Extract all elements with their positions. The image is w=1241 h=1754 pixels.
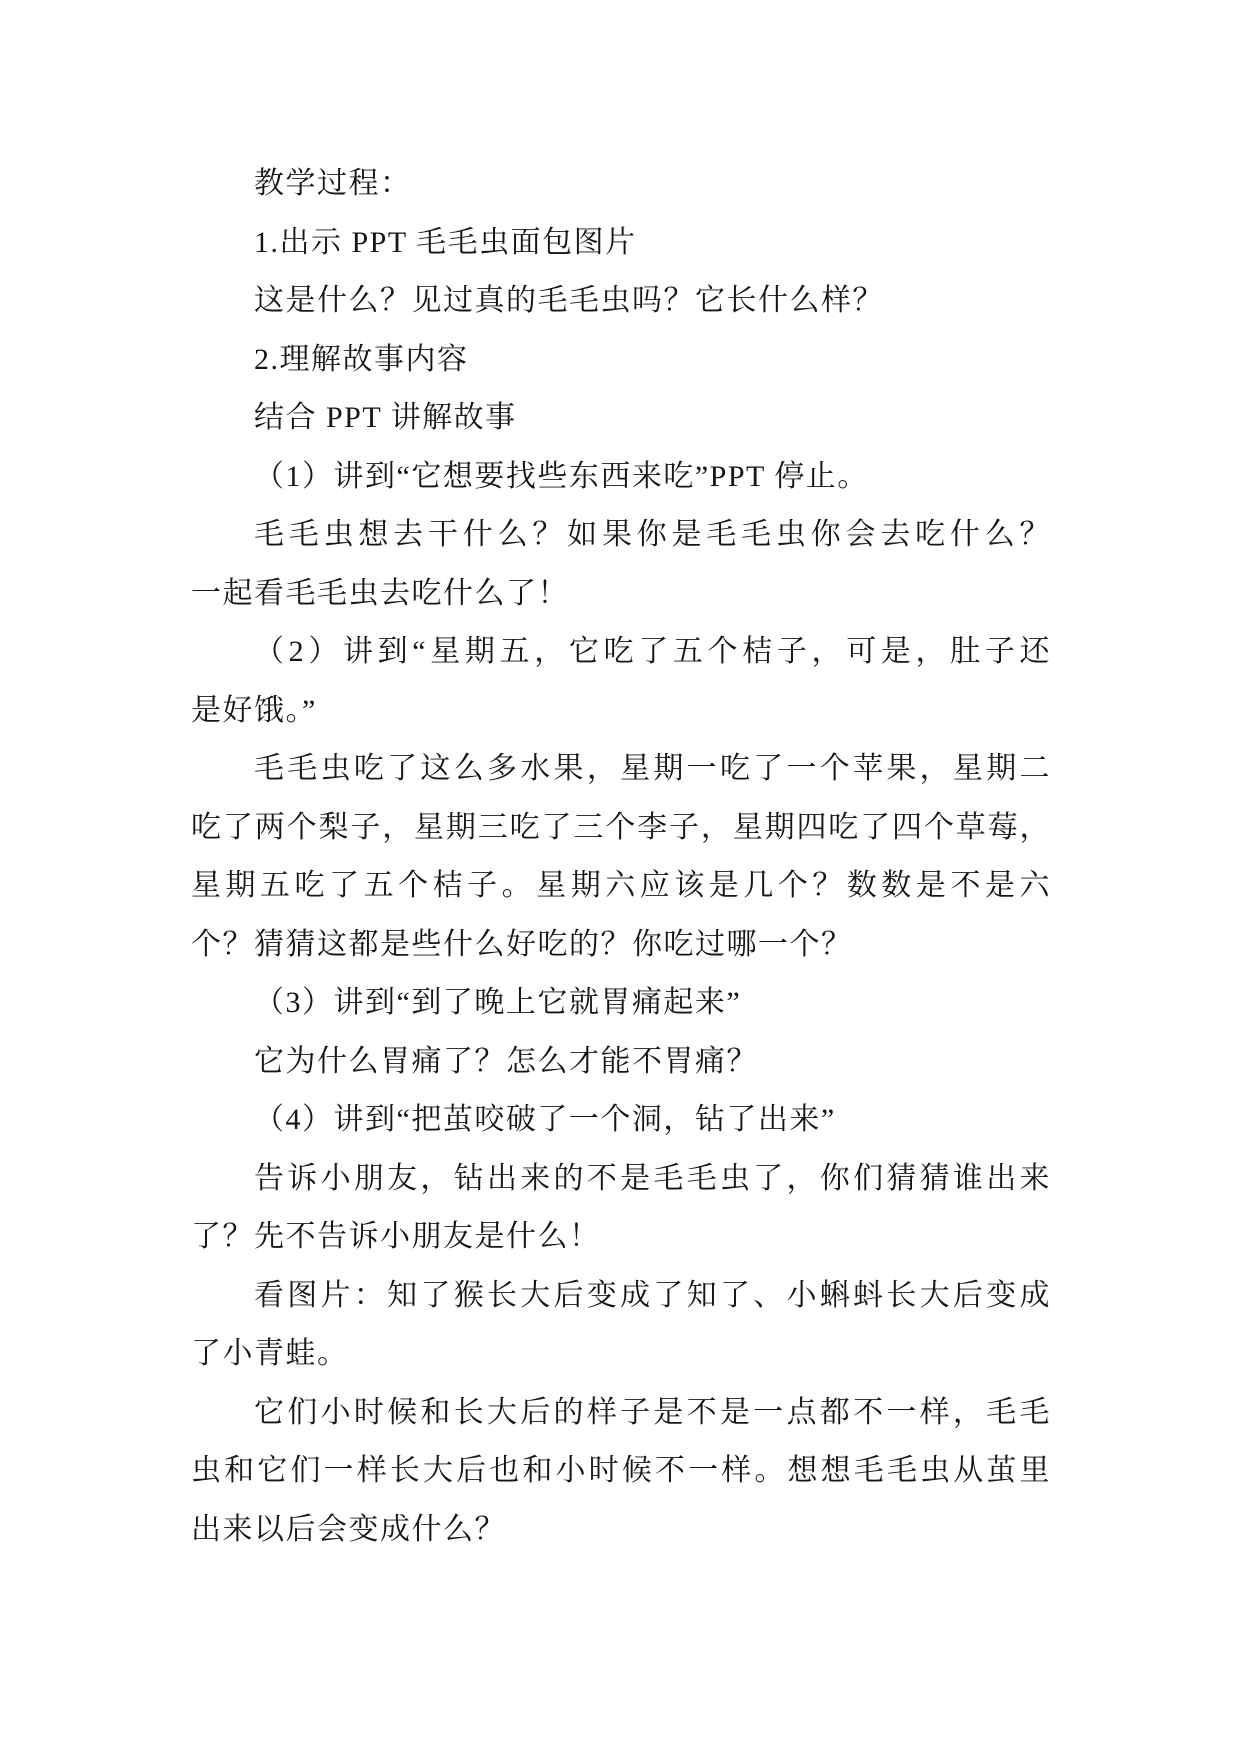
text-line: 了？先不告诉小朋友是什么！ (191, 1220, 601, 1253)
text-line: 一起看毛毛虫去吃什么了！ (191, 576, 569, 610)
text-line: 结合 PPT 讲解故事 (254, 401, 517, 434)
text-line: 毛毛虫想去干什么？如果你是毛毛虫你会去吃什么？ (254, 518, 1051, 551)
document-body (191, 155, 1051, 1559)
paragraph (191, 740, 1051, 974)
paragraph (191, 1150, 1051, 1267)
paragraph (191, 272, 1051, 331)
paragraph (191, 1384, 1051, 1560)
paragraph (191, 389, 1051, 448)
paragraph (191, 1267, 1051, 1384)
step-heading (191, 214, 1051, 273)
text-line: 看图片：知了猴长大后变成了知了、小蝌蚪长大后变成 (254, 1278, 1051, 1312)
text-line: 吃了两个梨子，星期三吃了三个李子，星期四吃了四个草莓， (191, 810, 1051, 844)
text-line: 这是什么？见过真的毛毛虫吗？它长什么样？ (254, 284, 884, 317)
text-line: 2.理解故事内容 (254, 342, 469, 376)
text-line: （3）讲到“到了晚上它就胃痛起来” (254, 986, 742, 1019)
text-line: 是好饿。” (191, 693, 317, 727)
text-line: 个？猜猜这都是些什么好吃的？你吃过哪一个？ (191, 927, 853, 961)
text-line: （1）讲到“它想要找些东西来吃”PPT 停止。 (254, 459, 869, 493)
text-line: （2）讲到“星期五，它吃了五个桔子，可是，肚子还 (254, 635, 1051, 668)
text-line: 出来以后会变成什么？ (191, 1512, 506, 1546)
paragraph (191, 506, 1051, 623)
text-line: 虫和它们一样长大后也和小时候不一样。想想毛毛虫从茧里 (191, 1454, 1051, 1487)
paragraph (191, 623, 1051, 740)
text-line: 它们小时候和长大后的样子是不是一点都不一样，毛毛 (254, 1395, 1051, 1429)
text-line: 1.出示 PPT 毛毛虫面包图片 (254, 225, 637, 259)
text-line: 教学过程： (254, 167, 412, 200)
text-line: （4）讲到“把茧咬破了一个洞，钻了出来” (254, 1103, 836, 1136)
paragraph (191, 448, 1051, 507)
text-line: 了小青蛙。 (191, 1337, 349, 1370)
text-line: 告诉小朋友，钻出来的不是毛毛虫了，你们猜猜谁出来 (254, 1161, 1051, 1195)
text-line: 星期五吃了五个桔子。星期六应该是几个？数数是不是六 (191, 869, 1051, 902)
text-line: 它为什么胃痛了？怎么才能不胃痛？ (254, 1044, 758, 1078)
section-heading (191, 155, 1051, 214)
paragraph (191, 974, 1051, 1033)
paragraph (191, 1033, 1051, 1092)
paragraph (191, 1091, 1051, 1150)
step-heading (191, 331, 1051, 390)
text-line: 毛毛虫吃了这么多水果，星期一吃了一个苹果，星期二 (254, 752, 1051, 785)
